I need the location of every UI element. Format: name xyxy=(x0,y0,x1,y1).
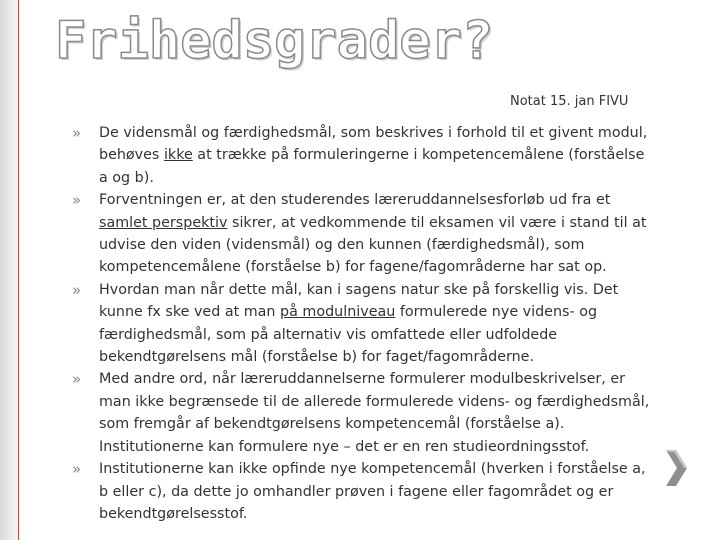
bullet-text: Forventningen er, at den studerendes læreruddannelsesforløb ud fra et xyxy=(99,192,611,209)
bullet-emphasis: ikke xyxy=(163,147,193,164)
bullet-text: sikrer, at vedkommende til eksamen vil være i stand til at udvise den viden (vidensmål) og den kunnen (færdighedsmål), som kompetencemålene (forståelse b) for fagene/fagområderne har sat op. xyxy=(99,214,647,276)
left-decor-strip xyxy=(0,0,18,540)
bullet-text: at trække på formuleringerne i kompetencemålene (forståelse a og b). xyxy=(99,147,645,186)
slide-subtitle: Notat 15. jan FIVU xyxy=(510,94,629,109)
bullet-text: Med andre ord, når læreruddannelserne formulerer modulbeskrivelser, er man ikke begrænsede til de allerede formulerede videns- og færdighedsmål, som fremgår af bekendtgørelsens kompetencemål (forståelse a). Institutionerne kan formulere nye – det er en ren studieordningsstof. xyxy=(99,371,650,455)
bullet-marker-icon: » xyxy=(72,280,82,299)
chevron-right-icon xyxy=(663,448,689,488)
slide-title: Frihedsgrader? xyxy=(55,11,494,71)
bullet-marker-icon: » xyxy=(72,370,82,389)
bullet-emphasis: samlet perspektiv xyxy=(99,214,228,231)
bullet-marker-icon: » xyxy=(72,460,82,479)
bullet-list xyxy=(72,122,652,540)
bullet-item xyxy=(72,122,652,189)
bullet-item xyxy=(72,458,652,525)
bullet-item xyxy=(72,189,652,279)
bullet-text: Institutionerne kan ikke opfinde nye kompetencemål (hverken i forståelse a, b eller c), da dette jo omhandler prøven i fagene eller fagområdet og er bekendtgørelsesstof. xyxy=(99,461,646,522)
bullet-emphasis: på modulniveau xyxy=(280,304,396,321)
left-accent-line xyxy=(18,0,19,540)
bullet-text: formulerede nye videns- og færdighedsmål, som på alternativ vis omfattede eller udfoldede bekendtgørelsens mål (forståelse b) for faget/fagområderne. xyxy=(99,304,598,366)
bullet-text: Hvordan man når dette mål, kan i sagens natur ske på forskellig vis. Det kunne fx ske ved at man xyxy=(99,281,619,321)
bullet-item xyxy=(72,279,652,369)
bullet-marker-icon: » xyxy=(72,191,82,210)
bullet-marker-icon: » xyxy=(72,124,82,142)
next-slide-button[interactable] xyxy=(663,448,689,488)
bullet-item xyxy=(72,368,652,458)
bullet-text: De vidensmål og færdighedsmål, som beskrives i forhold til et givent modul, behøves xyxy=(99,125,648,164)
